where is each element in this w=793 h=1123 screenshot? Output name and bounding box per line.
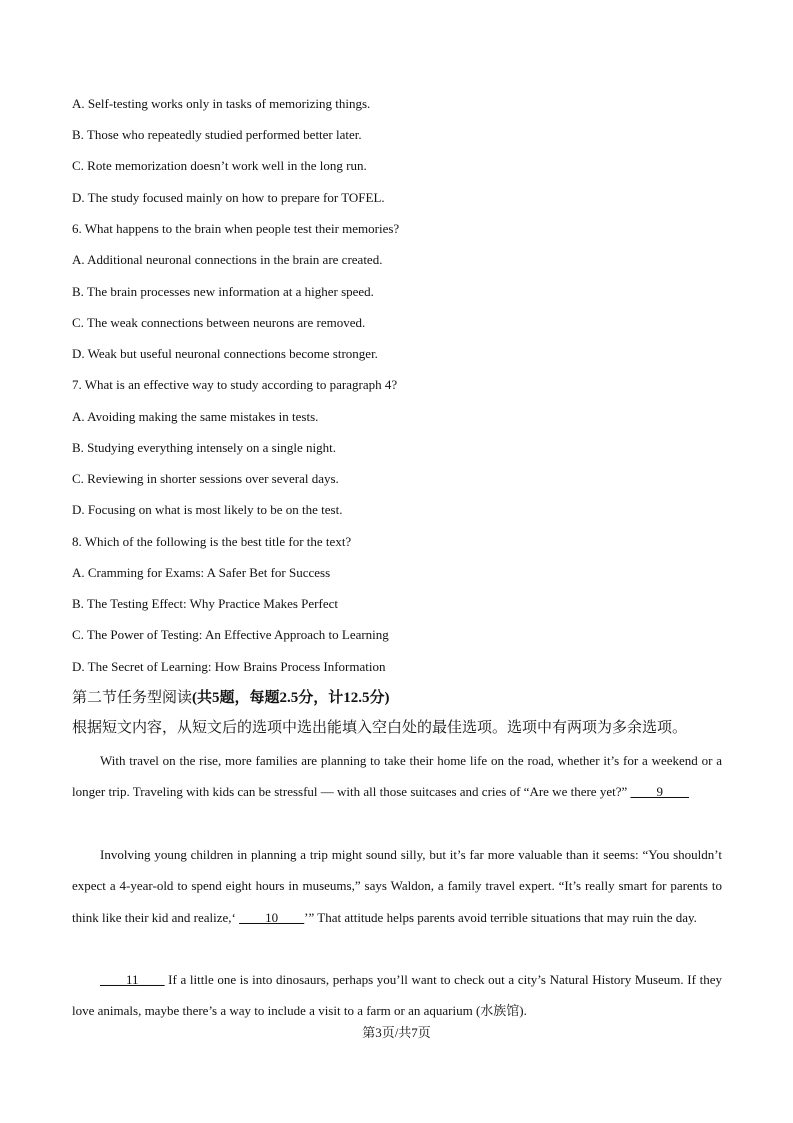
q5-option-a: A. Self-testing works only in tasks of memorizing things. bbox=[72, 96, 371, 111]
q6-option-b: B. The brain processes new information at a higher speed. bbox=[72, 284, 374, 299]
q6-option-c: C. The weak connections between neurons are removed. bbox=[72, 315, 366, 330]
section-instruction: 根据短文内容，从短文后的选项中选出能填入空白处的最佳选项。选项中有两项为多余选项。 bbox=[72, 720, 688, 736]
q6-option-a: A. Additional neuronal connections in the brain are created. bbox=[72, 252, 383, 267]
paragraph-2-text: Involving young children in planning a trip might sound silly, but it’s far more valuable than it seems: “You shouldn’t expect a 4-year-old to spend eight hours in museums,” says Waldon, a family travel expert. “It’s really smart for parents to think like their kid and realize,‘ bbox=[72, 847, 722, 925]
blank-9: ____9____ bbox=[630, 784, 689, 800]
passage-paragraph-2 bbox=[72, 839, 722, 933]
q7-option-d: D. Focusing on what is most likely to be on the test. bbox=[72, 502, 343, 517]
section-title bbox=[72, 688, 390, 708]
q7-option-a: A. Avoiding making the same mistakes in tests. bbox=[72, 409, 319, 424]
paragraph-1-text: With travel on the rise, more families are planning to take their home life on the road, whether it’s for a weekend or a longer trip. Traveling with kids can be stressful — with all those suitcases and cries of “Are we there yet?” bbox=[72, 753, 722, 800]
q8-option-d: D. The Secret of Learning: How Brains Process Information bbox=[72, 659, 386, 674]
blank-11: ____11____ bbox=[100, 972, 165, 987]
paragraph-2-text-end: ’” That attitude helps parents avoid terrible situations that may ruin the day. bbox=[304, 909, 697, 925]
paragraph-3-text: If a little one is into dinosaurs, perhaps you’ll want to check out a city’s Natural History Museum. If they love animals, maybe there’s a way to include a visit to a farm or an aquarium (水族馆). bbox=[72, 972, 722, 1019]
section-title-score: (共5题，每题2.5分，计12.5分) bbox=[192, 690, 390, 706]
passage-paragraph-1 bbox=[72, 745, 722, 808]
q7-option-b: B. Studying everything intensely on a single night. bbox=[72, 440, 336, 455]
q8-option-a: A. Cramming for Exams: A Safer Bet for Success bbox=[72, 565, 331, 580]
q8-option-c: C. The Power of Testing: An Effective Approach to Learning bbox=[72, 627, 389, 642]
q8-option-b: B. The Testing Effect: Why Practice Makes Perfect bbox=[72, 596, 338, 611]
q6-option-d: D. Weak but useful neuronal connections become stronger. bbox=[72, 346, 378, 361]
blank-10: ____10____ bbox=[239, 909, 305, 925]
passage-paragraph-3 bbox=[72, 964, 722, 1027]
q5-option-b: B. Those who repeatedly studied performed better later. bbox=[72, 127, 362, 142]
q7-option-c: C. Reviewing in shorter sessions over several days. bbox=[72, 471, 339, 486]
q5-option-d: D. The study focused mainly on how to prepare for TOFEL. bbox=[72, 190, 385, 205]
section-title-prefix: 第二节任务型阅读 bbox=[72, 690, 193, 706]
q8-question: 8. Which of the following is the best title for the text? bbox=[72, 534, 352, 549]
page-footer: 第3页/共7页 bbox=[362, 1025, 431, 1040]
q7-question: 7. What is an effective way to study according to paragraph 4? bbox=[72, 377, 398, 392]
q5-option-c: C. Rote memorization doesn’t work well in the long run. bbox=[72, 158, 367, 173]
q6-question: 6. What happens to the brain when people test their memories? bbox=[72, 221, 400, 236]
